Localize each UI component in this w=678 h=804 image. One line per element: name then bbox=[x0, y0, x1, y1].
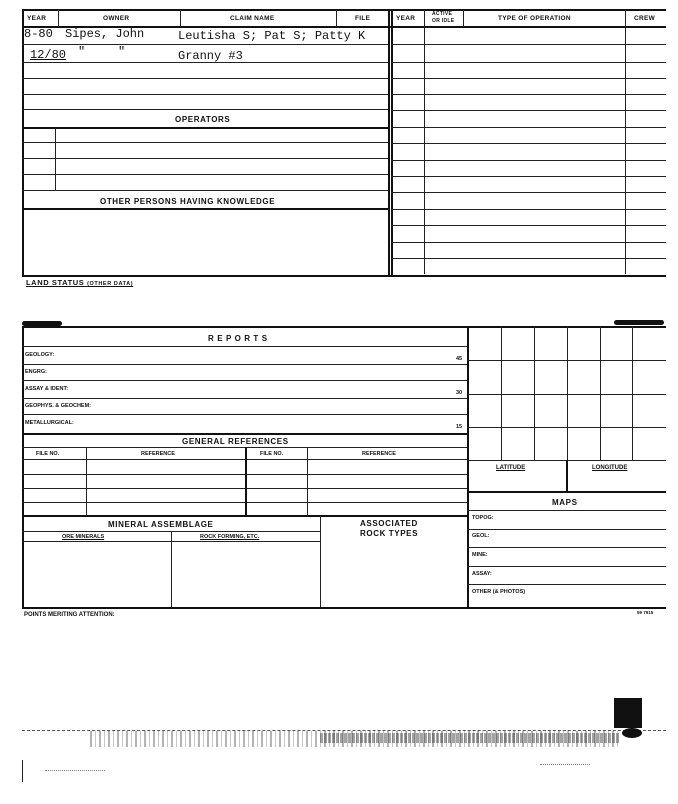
ref-reference-2: REFERENCE bbox=[362, 451, 396, 457]
header-year: YEAR bbox=[27, 15, 47, 22]
report-assay: ASSAY & IDENT: bbox=[25, 386, 69, 392]
entry-owner-2b: " bbox=[118, 45, 126, 59]
header-or-idle: OR IDLE bbox=[432, 18, 455, 24]
map-geol: GEOL: bbox=[472, 533, 490, 539]
header-active: ACTIVE bbox=[432, 11, 453, 17]
entry-owner-1: Sipes, John bbox=[65, 27, 145, 41]
associated-title-1: ASSOCIATED bbox=[360, 519, 418, 528]
reports-title: R E P O R T S bbox=[208, 334, 268, 343]
entry-year-2: 12/80 bbox=[30, 48, 67, 62]
points-meriting-attention: POINTS MERITING ATTENTION: bbox=[24, 612, 115, 618]
report-engrg: ENGRG: bbox=[25, 369, 47, 375]
general-references-title: GENERAL REFERENCES bbox=[182, 437, 289, 446]
report-45: 45 bbox=[456, 356, 463, 362]
header-type-of-operation: TYPE OF OPERATION bbox=[498, 15, 571, 22]
land-status-title: LAND STATUS bbox=[26, 278, 85, 287]
report-15: 15 bbox=[456, 424, 463, 430]
operators-title: OPERATORS bbox=[175, 115, 231, 124]
map-other: OTHER (& PHOTOS) bbox=[472, 589, 526, 595]
report-geology: GEOLOGY: bbox=[25, 352, 55, 358]
ore-minerals-label: ORE MINERALS bbox=[62, 534, 105, 540]
report-geophys: GEOPHYS. & GEOCHEM: bbox=[25, 403, 92, 409]
associated-title-2: ROCK TYPES bbox=[360, 529, 419, 538]
header-year-2: YEAR bbox=[396, 15, 416, 22]
map-assay: ASSAY: bbox=[472, 571, 492, 577]
header-owner: OWNER bbox=[103, 15, 130, 22]
header-crew: CREW bbox=[634, 15, 656, 22]
header-file: FILE bbox=[355, 15, 371, 22]
entry-year-1: 8-80 bbox=[24, 27, 53, 41]
entry-claim-2: Granny #3 bbox=[178, 49, 243, 63]
maps-title: MAPS bbox=[552, 498, 578, 507]
ref-file-no-2: FILE NO. bbox=[260, 451, 284, 457]
other-persons-title: OTHER PERSONS HAVING KNOWLEDGE bbox=[100, 197, 276, 206]
land-status-subtitle: (OTHER DATA) bbox=[87, 281, 134, 287]
form-number: 59 7915 bbox=[637, 610, 654, 615]
rock-forming-label: ROCK FORMING, ETC. bbox=[200, 534, 260, 540]
ref-reference-1: REFERENCE bbox=[141, 451, 175, 457]
entry-owner-2: " bbox=[78, 45, 86, 59]
map-mine: MINE: bbox=[472, 552, 488, 558]
ref-file-no-1: FILE NO. bbox=[36, 451, 60, 457]
latitude-label: LATITUDE bbox=[496, 465, 526, 471]
header-claim-name: CLAIM NAME bbox=[230, 15, 275, 22]
report-metallurgical: METALLURGICAL: bbox=[25, 420, 74, 426]
mineral-assemblage-title: MINERAL ASSEMBLAGE bbox=[108, 520, 214, 529]
land-status-label bbox=[26, 278, 133, 287]
entry-claim-1: Leutisha S; Pat S; Patty K bbox=[178, 29, 366, 43]
report-30: 30 bbox=[456, 390, 463, 396]
map-topog: TOPOG: bbox=[472, 515, 494, 521]
longitude-label: LONGITUDE bbox=[592, 465, 628, 471]
